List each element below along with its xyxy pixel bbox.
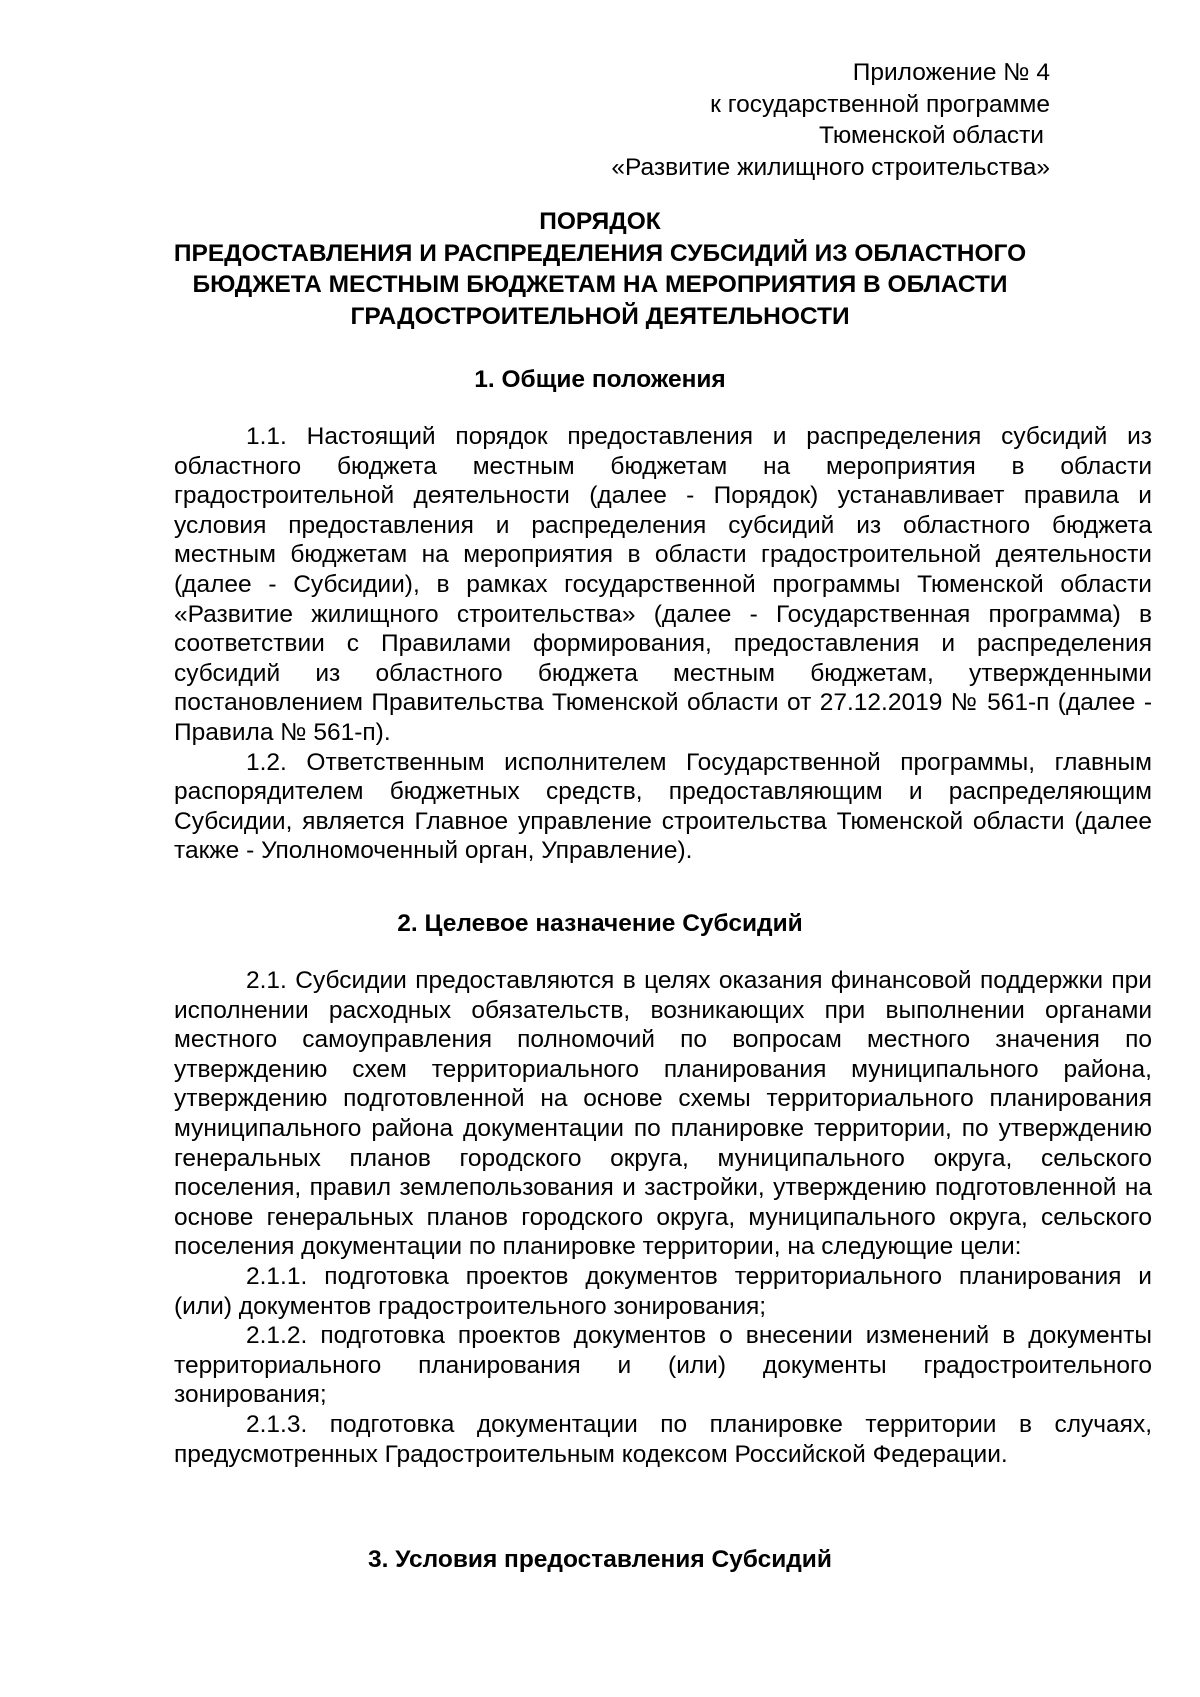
appendix-line: к государственной программе (710, 90, 1050, 118)
paragraph-2-1-3: 2.1.3. подготовка документации по планировке территории в случаях, предусмотренных Градостроительным кодексом Российской Федерации. (174, 1410, 1152, 1468)
title-line: ПОРЯДОК (539, 208, 661, 235)
section-2-body (174, 966, 1152, 1469)
appendix-line: Тюменской области (819, 122, 1044, 149)
paragraph-2-1-2: 2.1.2. подготовка проектов документов о внесении изменений в документы территориального планирования и (или) документы градостроительного зонирования; (174, 1322, 1152, 1409)
title-line: ГРАДОСТРОИТЕЛЬНОЙ ДЕЯТЕЛЬНОСТИ (350, 302, 850, 330)
appendix-line: Приложение № 4 (852, 59, 1050, 86)
section-1-heading: 1. Общие положения (474, 366, 726, 393)
appendix-note (611, 57, 1050, 183)
document-title (150, 206, 1050, 332)
section-1-body (174, 422, 1152, 866)
paragraph-1-1: 1.1. Настоящий порядок предоставления и распределения субсидий из областного бюджета местным бюджетам на мероприятия в области градостроительной деятельности (далее - Порядок) устанавливает правила и условия предоставления и распределения субсидий из областного бюджета местным бюджетам на мероприятия в области градостроительной деятельности (далее - Субсидии), в рамках государственной программы Тюменской области «Развитие жилищного строительства» (далее - Государственная программа) в соответствии с Правилами формирования, предоставления и распределения субсидий из областного бюджета местным бюджетам, утвержденными постановлением Правительства Тюменской области от 27.12.2019 № 561-п (далее - Правила № 561-п). (174, 423, 1152, 746)
title-line: ПРЕДОСТАВЛЕНИЯ И РАСПРЕДЕЛЕНИЯ СУБСИДИЙ ИЗ ОБЛАСТНОГО (173, 239, 1027, 267)
title-line: БЮДЖЕТА МЕСТНЫМ БЮДЖЕТАМ НА МЕРОПРИЯТИЯ В ОБЛАСТИ (192, 271, 1008, 298)
section-2-heading: 2. Целевое назначение Субсидий (397, 910, 803, 937)
appendix-line: «Развитие жилищного строительства» (611, 153, 1050, 181)
paragraph-2-1-1: 2.1.1. подготовка проектов документов территориального планирования и (или) документов градостроительного зонирования; (174, 1262, 1152, 1320)
section-3-heading: 3. Условия предоставления Субсидий (368, 1546, 832, 1573)
paragraph-2-1: 2.1. Субсидии предоставляются в целях оказания финансовой поддержки при исполнении расходных обязательств, возникающих при выполнении органами местного самоуправления полномочий по вопросам местного значения по утверждению схем территориального планирования муниципального района, утверждению подготовленной на основе схемы территориального планирования муниципального района документации по планировке территории, по утверждению генеральных планов городского округа, муниципального округа, сельского поселения, правил землепользования и застройки, утверждению подготовленной на основе генеральных планов городского округа, муниципального округа, сельского поселения документации по планировке территории, на следующие цели: (174, 967, 1152, 1261)
paragraph-1-2: 1.2. Ответственным исполнителем Государственной программы, главным распорядителем бюджетных средств, предоставляющим и распределяющим Субсидии, является Главное управление строительства Тюменской области (далее также - Уполномоченный орган, Управление). (174, 748, 1152, 865)
